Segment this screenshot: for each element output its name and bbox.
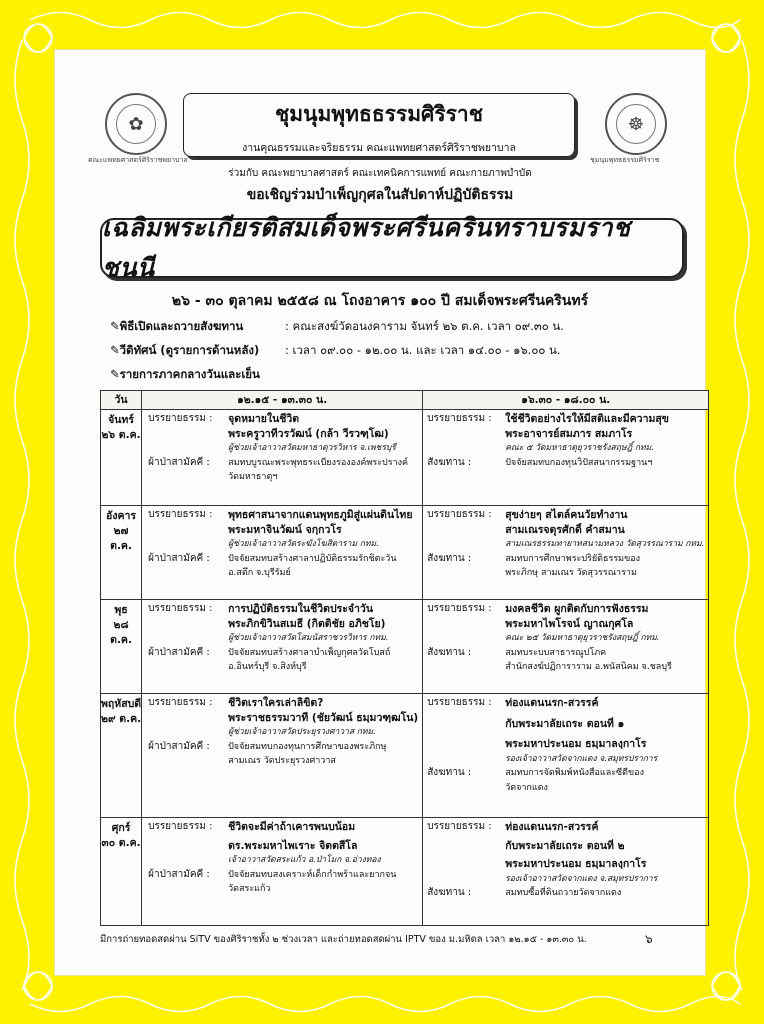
host: สมทบการจัดพิมพ์หนังสือและซีดีของ <box>505 768 644 778</box>
host-label: สังฆทาน : <box>427 456 472 468</box>
topic-label: บรรยายธรรม : <box>148 697 213 708</box>
table-header-row <box>101 391 709 410</box>
club-title: ชุมนุมพุทธธรรมศิริราช <box>275 101 483 126</box>
table-row <box>101 506 709 600</box>
day-name: จันทร์ <box>108 414 134 426</box>
speaker: พระมหาจินวัฒน์ จกฺกวโร <box>228 523 342 536</box>
topic: จุดหมายในชีวิต <box>228 413 300 425</box>
lotus-emblem-icon: ✿ <box>116 104 156 144</box>
day-date: ๒๗ ต.ค. <box>110 525 132 552</box>
host: ปัจจัยสมทบกองทุนวิปัสสนากรรมฐานฯ <box>505 457 653 468</box>
topic-label: บรรยายธรรม : <box>148 821 213 832</box>
dharma-emblem-icon: ☸ <box>616 104 656 144</box>
broadcast-footer: มีการถ่ายทอดสดผ่าน SiTV ของศิริราชทั้ง ๒ ช่วงเวลา และถ่ายทอดสดผ่าน IPTV ของ ม.มหิดล เวลา ๑๒.๑๕ - ๑๓.๓๐ น. <box>100 934 587 945</box>
host-label: ผ้าป่าสามัคคี : <box>148 552 210 564</box>
topic: สุขง่ายๆ สไตล์คนวัยทำงาน <box>505 509 628 521</box>
table-row <box>101 600 709 694</box>
host-label: สังฆทาน : <box>427 646 472 658</box>
day-date: ๒๙ ต.ค. <box>101 713 142 725</box>
speaker: พระอาจารย์สมภาร สมภาโร <box>505 427 633 440</box>
info-label: รายการภาคกลางวันและเย็น <box>119 367 260 381</box>
bullet-icon: ✎ <box>110 319 120 333</box>
host-label: ผ้าป่าสามัคคี : <box>148 646 210 658</box>
speaker: พระราชธรรมวาที (ชัยวัฒน์ ธมฺมวฑฺฒโน) <box>228 711 419 724</box>
topic-cont: กับพระมาลัยเถระ ตอนที่ ๒ <box>505 839 625 852</box>
day-date: ๒๖ ต.ค. <box>101 429 141 441</box>
topic-label: บรรยายธรรม : <box>427 509 492 520</box>
host: สมทบซื้อที่ดินถวายวัดจากแดง <box>505 888 622 898</box>
speaker: พระมหาไพโรจน์ ญาณกุศโล <box>505 617 634 630</box>
speaker-title: เจ้าอาวาสวัดสระแก้ว อ.ป่าโมก จ.อ่างทอง <box>228 855 381 865</box>
speaker: สามเณรจตุรศักดิ์ คำสมาน <box>505 523 625 536</box>
day-name: พุธ <box>114 604 128 616</box>
table-row <box>101 694 709 818</box>
day-name: ศุกร์ <box>111 822 131 834</box>
host-label: สังฆทาน : <box>427 767 472 778</box>
banner-text: เฉลิมพระเกียรติสมเด็จพระศรีนครินทราบรมราชชนนี <box>102 213 631 282</box>
host-cont: พระภิกษุ สามเณร วัดสุวรรณาราม <box>505 568 637 578</box>
host-label: ผ้าป่าสามัคคี : <box>148 456 210 468</box>
host-label: สังฆทาน : <box>427 552 472 564</box>
host-label: ผ้าป่าสามัคคี : <box>148 868 210 880</box>
day-name: อังคาร <box>106 510 137 522</box>
club-subtitle: งานคุณธรรมและจริยธรรม คณะแพทยศาสตร์ศิริราชพยาบาล <box>242 142 516 154</box>
schedule-table <box>100 390 709 926</box>
speaker: พระครูวาทีวรวัฒน์ (กล้า วีรวฑฺโฒ) <box>228 427 389 440</box>
host: ปัจจัยสมทบสร้างศาลาบำเพ็ญกุศลวัดโบสถ์ <box>228 647 391 658</box>
speaker-title: รองเจ้าอาวาสวัดจากแดง จ.สมุทรปราการ <box>505 753 658 764</box>
page-mark: ๖ <box>645 932 653 946</box>
topic-cont: กับพระมาลัยเถระ ตอนที่ ๑ <box>505 717 625 730</box>
day-date: ๒๘ ต.ค. <box>110 619 132 646</box>
speaker-title: รองเจ้าอาวาสวัดจากแดง จ.สมุทรปราการ <box>505 873 658 884</box>
host: สมทบระบบสาธารณูปโภค <box>505 647 607 658</box>
info-opening <box>110 318 564 336</box>
topic-label: บรรยายธรรม : <box>148 413 213 424</box>
host-cont: อ.อินทร์บุรี จ.สิงห์บุรี <box>228 662 307 672</box>
topic: ท่องแดนนรก-สวรรค์ <box>505 821 599 833</box>
speaker-title: คณะ ๕ วัดมหาธาตุยุวราชรังสฤษฎิ์ กทม. <box>505 443 654 453</box>
speaker: พระมหาประนอม ธมฺมาลงฺกาโร <box>505 858 647 870</box>
topic: มงคลชีวิต ผูกติดกับการฟังธรรม <box>505 603 649 615</box>
topic: การปฏิบัติธรรมในชีวิตประจำวัน <box>228 603 374 615</box>
host: ปัจจัยสมทบกองทุนการศึกษาของพระภิกษุ <box>228 741 387 752</box>
topic-label: บรรยายธรรม : <box>427 697 492 708</box>
invitation-line: ขอเชิญร่วมบำเพ็ญกุศลในสัปดาห์ปฏิบัติธรรม <box>246 187 514 203</box>
speaker: พระภิกขิวินสเมธี (กิตติชัย อภิชโย) <box>228 617 386 630</box>
host-cont: วัดจากแดง <box>505 782 548 793</box>
table-row <box>101 818 709 926</box>
info-schedule <box>110 366 260 384</box>
topic-label: บรรยายธรรม : <box>427 821 492 832</box>
host: สมทบการศึกษาพระปริยัติธรรมของ <box>505 553 641 564</box>
host-cont: วัดสระแก้ว <box>228 884 271 894</box>
topic-label: บรรยายธรรม : <box>427 603 492 614</box>
bullet-icon: ✎ <box>110 367 120 381</box>
host-cont: วัดมหาธาตุฯ <box>228 472 278 482</box>
host-cont: สามเณร วัดประยุรวงศาวาส <box>228 756 336 766</box>
info-video <box>110 342 561 360</box>
speaker-title: ผู้ช่วยเจ้าอาวาสวัดประยุรวงศาวาส กทม. <box>228 727 376 737</box>
event-dateline: ๒๖ - ๓๐ ตุลาคม ๒๕๕๘ ณ โถงอาคาร ๑๐๐ ปี สมเด็จพระศรีนครินทร์ <box>171 293 589 309</box>
topic-label: บรรยายธรรม : <box>427 413 492 424</box>
speaker-title: ผู้ช่วยเจ้าอาวาสวัดโสมนัสราชวรวิหาร กทม. <box>228 633 389 643</box>
info-label: พิธีเปิดและถวายสังฆทาน <box>119 319 244 333</box>
speaker-title: ผู้ช่วยเจ้าอาวาสวัดระฆังโฆสิตาราม กทม. <box>228 539 379 549</box>
header-noon: ๑๒.๑๕ - ๑๓.๓๐ น. <box>142 391 423 410</box>
day-date: ๓๐ ต.ค. <box>101 837 141 849</box>
host: สมทบบูรณะพระพุทธระเบียงรององค์พระปรางค์ <box>228 457 409 468</box>
header-day: วัน <box>101 391 142 410</box>
speaker-title: สามเณรธรรมทายาทสนามหลวง วัดสุวรรณาราม กทม. <box>505 539 705 549</box>
topic-label: บรรยายธรรม : <box>148 603 213 614</box>
host-label: ผ้าป่าสามัคคี : <box>148 740 210 752</box>
table-row <box>101 410 709 506</box>
host: ปัจจัยสมทบสงเคราะห์เด็กกำพร้าและยากจน <box>228 869 397 880</box>
header-evening: ๑๖.๓๐ - ๑๘.๐๐ น. <box>423 391 709 410</box>
title-box <box>183 93 575 157</box>
host: ปัจจัยสมทบสร้างศาลาปฏิบัติธรรมรักชิตะวัน <box>228 553 397 564</box>
right-logo-caption: ชุมนุมพุทธธรรมศิริราช <box>590 156 660 164</box>
topic: ท่องแดนนรก-สวรรค์ <box>505 697 599 709</box>
host-cont: สำนักสงฆ์ปฏิการาราม อ.พนัสนิคม จ.ชลบุรี <box>505 662 672 672</box>
speaker-title: คณะ ๒๕ วัดมหาธาตุยุวราชรังสฤษฎิ์ กทม. <box>505 633 660 643</box>
buddhist-club-seal-right <box>605 93 667 155</box>
speaker: ดร.พระมหาไพเราะ จิตตสีโล <box>228 839 358 852</box>
info-value: : เวลา ๐๙.๐๐ - ๑๒.๐๐ น. และ เวลา ๑๔.๐๐ - ๑๖.๐๐ น. <box>285 343 561 357</box>
host-label: สังฆทาน : <box>427 887 472 898</box>
info-value: : คณะสงฆ์วัดอนงคาราม จันทร์ ๒๖ ต.ค. เวลา ๐๙.๓๐ น. <box>285 319 564 333</box>
topic-label: บรรยายธรรม : <box>148 509 213 520</box>
topic: ชีวิตจะมีค่าถ้าเคารพนบน้อม <box>228 821 356 833</box>
speaker-title: ผู้ช่วยเจ้าอาวาสวัดมหาธาตุวรวิหาร จ.เพชรบุรี <box>228 443 396 453</box>
bullet-icon: ✎ <box>110 343 120 357</box>
topic: ใช้ชีวิตอย่างไรให้มีสติและมีความสุข <box>505 413 669 425</box>
siriraj-seal-left <box>105 93 167 155</box>
speaker: พระมหาประนอม ธมฺมาลงฺกาโร <box>505 738 647 750</box>
topic: ชีวิตเราใครเล่าลิขิต? <box>228 697 324 709</box>
left-logo-caption: คณะแพทยศาสตร์ศิริราชพยาบาล <box>88 156 188 164</box>
day-name: พฤหัสบดี <box>101 698 142 710</box>
topic: พุทธศาสนาจากแดนพุทธภูมิสู่แผ่นดินไทย <box>228 509 413 521</box>
host-cont: อ.สตึก จ.บุรีรัมย์ <box>228 568 291 578</box>
cooperation-line: ร่วมกับ คณะพยาบาลศาสตร์ คณะเทคนิคการแพทย์ คณะกายภาพบำบัด <box>228 168 532 179</box>
info-label: วีดิทัศน์ (ดูรายการด้านหลัง) <box>119 343 260 357</box>
celebration-banner <box>100 213 684 282</box>
